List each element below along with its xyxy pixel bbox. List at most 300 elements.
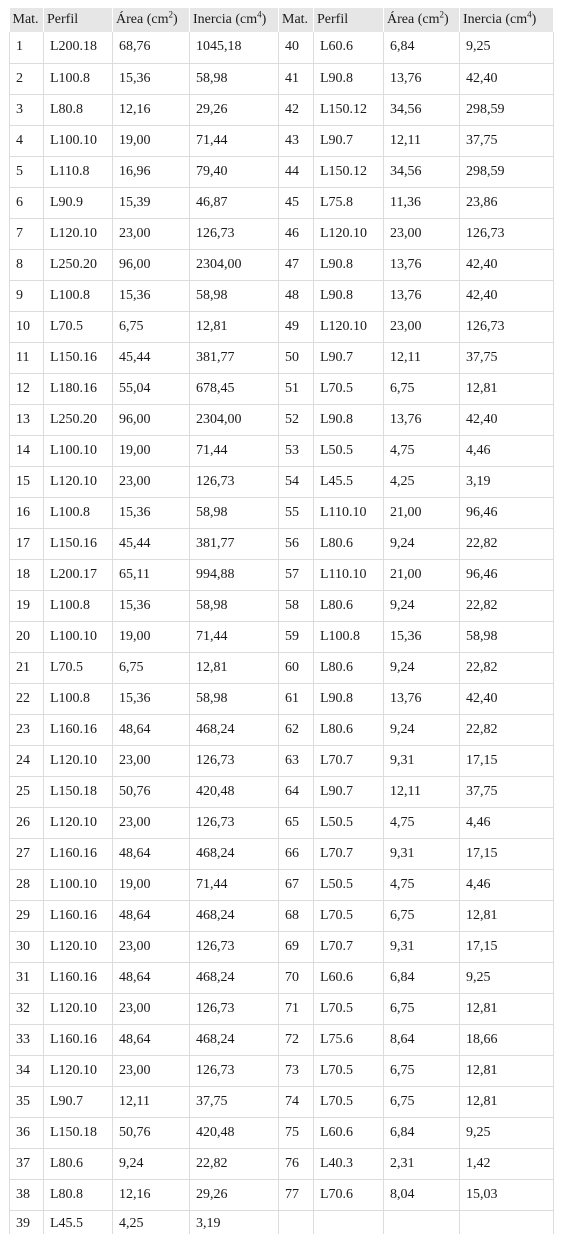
cell-perfil: L120.10: [44, 931, 113, 962]
table-header: [10, 8, 554, 32]
cell-perfil-2: L70.7: [314, 838, 384, 869]
cell-perfil: L70.5: [44, 311, 113, 342]
cell-perfil-2: L75.8: [314, 187, 384, 218]
cell-mat-2: 43: [279, 125, 314, 156]
header-mat: Mat.: [10, 8, 44, 32]
cell-perfil: L80.6: [44, 1148, 113, 1179]
cell-inercia: 678,45: [190, 373, 279, 404]
cell-area-2: 9,31: [384, 838, 460, 869]
table-row: [10, 125, 554, 156]
cell-perfil: L100.8: [44, 497, 113, 528]
cell-area: 23,00: [113, 745, 190, 776]
table-row: [10, 993, 554, 1024]
cell-mat: 21: [10, 652, 44, 683]
cell-inercia: 29,26: [190, 94, 279, 125]
table-row: [10, 311, 554, 342]
cell-mat-2: 67: [279, 869, 314, 900]
cell-perfil-2: L50.5: [314, 869, 384, 900]
cell-area: 96,00: [113, 249, 190, 280]
cell-perfil-2: L70.5: [314, 993, 384, 1024]
cell-mat-2: 64: [279, 776, 314, 807]
cell-inercia: 58,98: [190, 590, 279, 621]
cell-mat-2: 54: [279, 466, 314, 497]
cell-perfil-2: L50.5: [314, 435, 384, 466]
cell-perfil-2: L45.5: [314, 466, 384, 497]
table-row: [10, 714, 554, 745]
cell-area: 19,00: [113, 869, 190, 900]
cell-inercia: 2304,00: [190, 404, 279, 435]
cell-area: 9,24: [113, 1148, 190, 1179]
cell-perfil: L100.8: [44, 683, 113, 714]
cell-perfil-2: L50.5: [314, 807, 384, 838]
cell-inercia-2: 298,59: [460, 156, 554, 187]
cell-area: 6,75: [113, 652, 190, 683]
cell-perfil: L100.8: [44, 590, 113, 621]
cell-mat-2: [279, 1210, 314, 1234]
table-row: [10, 63, 554, 94]
header-row: [10, 8, 554, 32]
cell-area-2: 9,24: [384, 714, 460, 745]
cell-mat-2: 55: [279, 497, 314, 528]
cell-perfil-2: L90.8: [314, 63, 384, 94]
cell-perfil-2: L100.8: [314, 621, 384, 652]
cell-area: 23,00: [113, 218, 190, 249]
cell-area-2: 6,84: [384, 1117, 460, 1148]
cell-area: 16,96: [113, 156, 190, 187]
cell-perfil-2: L70.6: [314, 1179, 384, 1210]
cell-inercia: 71,44: [190, 869, 279, 900]
cell-perfil: L110.8: [44, 156, 113, 187]
cell-area-2: 34,56: [384, 156, 460, 187]
cell-area-2: 8,04: [384, 1179, 460, 1210]
cell-mat: 37: [10, 1148, 44, 1179]
header-inercia: Inercia $(cm^4)$: [190, 8, 279, 32]
cell-mat: 20: [10, 621, 44, 652]
cell-inercia: 58,98: [190, 280, 279, 311]
cell-area-2: 4,75: [384, 435, 460, 466]
cell-mat-2: 42: [279, 94, 314, 125]
cell-mat: 5: [10, 156, 44, 187]
cell-perfil-2: L110.10: [314, 559, 384, 590]
cell-area-2: 6,84: [384, 32, 460, 63]
cell-perfil: L120.10: [44, 1055, 113, 1086]
cell-inercia: 37,75: [190, 1086, 279, 1117]
cell-perfil-2: L90.8: [314, 280, 384, 311]
cell-perfil: L100.10: [44, 621, 113, 652]
cell-inercia-2: 42,40: [460, 280, 554, 311]
table-row: [10, 559, 554, 590]
cell-mat: 4: [10, 125, 44, 156]
cell-mat: 13: [10, 404, 44, 435]
cell-perfil-2: L90.8: [314, 249, 384, 280]
cell-inercia: 2304,00: [190, 249, 279, 280]
cell-perfil-2: L150.12: [314, 94, 384, 125]
cell-perfil-2: L75.6: [314, 1024, 384, 1055]
cell-area-2: 12,11: [384, 125, 460, 156]
cell-perfil-2: L60.6: [314, 1117, 384, 1148]
cell-inercia-2: 12,81: [460, 1086, 554, 1117]
cell-mat-2: 46: [279, 218, 314, 249]
table-row: [10, 621, 554, 652]
cell-inercia: 468,24: [190, 838, 279, 869]
table-row: [10, 32, 554, 63]
cell-area-2: 21,00: [384, 497, 460, 528]
cell-area: 45,44: [113, 342, 190, 373]
cell-perfil-2: L80.6: [314, 714, 384, 745]
cell-perfil-2: L150.12: [314, 156, 384, 187]
cell-perfil: L160.16: [44, 1024, 113, 1055]
cell-area-2: 23,00: [384, 218, 460, 249]
cell-mat-2: 49: [279, 311, 314, 342]
cell-perfil-2: L60.6: [314, 32, 384, 63]
cell-mat: 35: [10, 1086, 44, 1117]
cell-mat-2: 44: [279, 156, 314, 187]
cell-mat-2: 73: [279, 1055, 314, 1086]
header-inercia-2: Inercia $(cm^4)$: [460, 8, 554, 32]
table-row: [10, 962, 554, 993]
cell-area: 6,75: [113, 311, 190, 342]
cell-area-2: 9,24: [384, 528, 460, 559]
table-row: [10, 1024, 554, 1055]
cell-mat: 28: [10, 869, 44, 900]
cell-mat-2: 72: [279, 1024, 314, 1055]
cell-area: 23,00: [113, 466, 190, 497]
cell-mat-2: 66: [279, 838, 314, 869]
cell-mat-2: 63: [279, 745, 314, 776]
cell-perfil-2: L80.6: [314, 528, 384, 559]
cell-mat: 24: [10, 745, 44, 776]
cell-perfil: L45.5: [44, 1210, 113, 1234]
table-row: [10, 683, 554, 714]
cell-mat-2: 45: [279, 187, 314, 218]
cell-perfil: L150.16: [44, 528, 113, 559]
cell-perfil-2: L70.7: [314, 745, 384, 776]
cell-area: 15,36: [113, 280, 190, 311]
cell-area-2: 15,36: [384, 621, 460, 652]
cell-mat: 12: [10, 373, 44, 404]
cell-area: 65,11: [113, 559, 190, 590]
table-row: [10, 280, 554, 311]
cell-perfil-2: L70.5: [314, 1086, 384, 1117]
cell-inercia: 58,98: [190, 683, 279, 714]
header-perfil: Perfil: [44, 8, 113, 32]
cell-mat-2: 76: [279, 1148, 314, 1179]
cell-area: 96,00: [113, 404, 190, 435]
cell-perfil-2: L70.5: [314, 373, 384, 404]
cell-perfil: L100.10: [44, 435, 113, 466]
cell-area: 23,00: [113, 1055, 190, 1086]
cell-perfil: L250.20: [44, 404, 113, 435]
cell-area: 15,36: [113, 497, 190, 528]
cell-mat: 3: [10, 94, 44, 125]
cell-perfil: L100.8: [44, 63, 113, 94]
cell-perfil: L150.18: [44, 1117, 113, 1148]
cell-mat-2: 68: [279, 900, 314, 931]
cell-inercia-2: 37,75: [460, 125, 554, 156]
cell-area: 12,11: [113, 1086, 190, 1117]
cell-area: 48,64: [113, 1024, 190, 1055]
table-row: [10, 1055, 554, 1086]
cell-inercia: 126,73: [190, 931, 279, 962]
cell-inercia-2: 298,59: [460, 94, 554, 125]
table-row: [10, 466, 554, 497]
cell-area: 4,25: [113, 1210, 190, 1234]
cell-mat-2: 65: [279, 807, 314, 838]
cell-area: 48,64: [113, 838, 190, 869]
cell-perfil: L200.18: [44, 32, 113, 63]
table-row: [10, 1117, 554, 1148]
cell-inercia-2: 3,19: [460, 466, 554, 497]
table-body: [10, 32, 554, 1234]
cell-inercia-2: 22,82: [460, 590, 554, 621]
cell-inercia-2: 4,46: [460, 807, 554, 838]
cell-area: 48,64: [113, 962, 190, 993]
cell-perfil: L80.8: [44, 94, 113, 125]
cell-mat: 39: [10, 1210, 44, 1234]
cell-area: 12,16: [113, 94, 190, 125]
cell-inercia: 381,77: [190, 528, 279, 559]
cell-area: 19,00: [113, 621, 190, 652]
cell-mat-2: 47: [279, 249, 314, 280]
cell-perfil: L120.10: [44, 218, 113, 249]
cell-perfil-2: L90.7: [314, 776, 384, 807]
cell-inercia-2: 17,15: [460, 931, 554, 962]
cell-mat: 10: [10, 311, 44, 342]
header-mat-2: Mat.: [279, 8, 314, 32]
cell-perfil: L120.10: [44, 745, 113, 776]
cell-area: 23,00: [113, 807, 190, 838]
cell-mat: 8: [10, 249, 44, 280]
table-row: [10, 249, 554, 280]
table-row: [10, 807, 554, 838]
cell-mat-2: 75: [279, 1117, 314, 1148]
cell-perfil: L150.18: [44, 776, 113, 807]
cell-area: 23,00: [113, 993, 190, 1024]
cell-perfil: L120.10: [44, 993, 113, 1024]
header-area: Área $(cm^2)$: [113, 8, 190, 32]
cell-mat-2: 58: [279, 590, 314, 621]
cell-inercia: 468,24: [190, 714, 279, 745]
table-row: [10, 187, 554, 218]
cell-inercia: 58,98: [190, 497, 279, 528]
table-row: [10, 869, 554, 900]
cell-mat: 22: [10, 683, 44, 714]
cell-inercia: 126,73: [190, 807, 279, 838]
table-row: [10, 652, 554, 683]
cell-mat-2: 52: [279, 404, 314, 435]
cell-mat: 29: [10, 900, 44, 931]
cell-mat-2: 62: [279, 714, 314, 745]
cell-inercia-2: 22,82: [460, 652, 554, 683]
cell-area-2: 9,24: [384, 652, 460, 683]
cell-mat: 27: [10, 838, 44, 869]
cell-mat-2: 51: [279, 373, 314, 404]
cell-area-2: 6,84: [384, 962, 460, 993]
cell-inercia: 71,44: [190, 435, 279, 466]
cell-area: 50,76: [113, 776, 190, 807]
cell-mat-2: 74: [279, 1086, 314, 1117]
cell-mat-2: 71: [279, 993, 314, 1024]
cell-mat-2: 56: [279, 528, 314, 559]
cell-area-2: 6,75: [384, 1055, 460, 1086]
cell-perfil: L250.20: [44, 249, 113, 280]
cell-perfil: L180.16: [44, 373, 113, 404]
table-row: [10, 1179, 554, 1210]
cell-mat: 6: [10, 187, 44, 218]
cell-inercia-2: 42,40: [460, 63, 554, 94]
cell-mat: 34: [10, 1055, 44, 1086]
cell-area-2: 9,24: [384, 590, 460, 621]
cell-area: 48,64: [113, 714, 190, 745]
cell-inercia: 3,19: [190, 1210, 279, 1234]
cell-area-2: 6,75: [384, 1086, 460, 1117]
cell-mat-2: 50: [279, 342, 314, 373]
table-row: [10, 94, 554, 125]
cell-inercia: 468,24: [190, 962, 279, 993]
cell-mat-2: 61: [279, 683, 314, 714]
cell-area: 45,44: [113, 528, 190, 559]
cell-mat: 7: [10, 218, 44, 249]
cell-inercia-2: 12,81: [460, 1055, 554, 1086]
cell-inercia-2: 42,40: [460, 683, 554, 714]
cell-area-2: 23,00: [384, 311, 460, 342]
cell-inercia: 994,88: [190, 559, 279, 590]
cell-perfil: L200.17: [44, 559, 113, 590]
cell-area-2: 13,76: [384, 280, 460, 311]
cell-inercia: 126,73: [190, 218, 279, 249]
cell-perfil-2: L90.8: [314, 683, 384, 714]
cell-mat: 15: [10, 466, 44, 497]
cell-perfil: L100.10: [44, 125, 113, 156]
cell-inercia-2: 9,25: [460, 1117, 554, 1148]
table-row: [10, 931, 554, 962]
table-row: [10, 156, 554, 187]
cell-area-2: [384, 1210, 460, 1234]
cell-inercia-2: 12,81: [460, 373, 554, 404]
cell-inercia: 29,26: [190, 1179, 279, 1210]
cell-perfil: L90.7: [44, 1086, 113, 1117]
cell-perfil: L150.16: [44, 342, 113, 373]
cell-area-2: 21,00: [384, 559, 460, 590]
cell-area: 55,04: [113, 373, 190, 404]
cell-mat: 11: [10, 342, 44, 373]
cell-area-2: 6,75: [384, 993, 460, 1024]
cell-perfil-2: L70.5: [314, 900, 384, 931]
cell-mat: 2: [10, 63, 44, 94]
table-row: [10, 1148, 554, 1179]
cell-mat-2: 60: [279, 652, 314, 683]
cell-area: 15,36: [113, 63, 190, 94]
table-row: [10, 900, 554, 931]
cell-area-2: 12,11: [384, 342, 460, 373]
cell-perfil: L100.8: [44, 280, 113, 311]
cell-mat: 19: [10, 590, 44, 621]
cell-area-2: 12,11: [384, 776, 460, 807]
cell-inercia-2: 42,40: [460, 249, 554, 280]
cell-mat: 1: [10, 32, 44, 63]
cell-inercia-2: 4,46: [460, 869, 554, 900]
cell-inercia-2: 4,46: [460, 435, 554, 466]
cell-area-2: 9,31: [384, 931, 460, 962]
cell-inercia-2: 96,46: [460, 559, 554, 590]
cell-inercia-2: 9,25: [460, 962, 554, 993]
cell-perfil-2: L90.7: [314, 125, 384, 156]
cell-mat: 32: [10, 993, 44, 1024]
cell-area-2: 6,75: [384, 373, 460, 404]
cell-inercia: 381,77: [190, 342, 279, 373]
cell-inercia-2: 15,03: [460, 1179, 554, 1210]
cell-mat-2: 53: [279, 435, 314, 466]
table-row: [10, 528, 554, 559]
cell-inercia-2: [460, 1210, 554, 1234]
cell-perfil: L80.8: [44, 1179, 113, 1210]
cell-perfil: L160.16: [44, 714, 113, 745]
cell-inercia: 420,48: [190, 1117, 279, 1148]
cell-inercia-2: 37,75: [460, 776, 554, 807]
cell-perfil-2: L90.7: [314, 342, 384, 373]
cell-inercia: 126,73: [190, 993, 279, 1024]
table-row: [10, 373, 554, 404]
cell-perfil-2: L120.10: [314, 218, 384, 249]
cell-mat-2: 77: [279, 1179, 314, 1210]
cell-perfil: L160.16: [44, 900, 113, 931]
cell-perfil-2: L70.7: [314, 931, 384, 962]
cell-mat: 17: [10, 528, 44, 559]
cell-area: 15,39: [113, 187, 190, 218]
cell-mat-2: 70: [279, 962, 314, 993]
cell-mat-2: 48: [279, 280, 314, 311]
profiles-table: [9, 8, 554, 1234]
cell-mat: 16: [10, 497, 44, 528]
cell-area-2: 6,75: [384, 900, 460, 931]
cell-perfil: L70.5: [44, 652, 113, 683]
cell-inercia-2: 18,66: [460, 1024, 554, 1055]
cell-area-2: 13,76: [384, 404, 460, 435]
header-perfil-2: Perfil: [314, 8, 384, 32]
cell-perfil-2: L110.10: [314, 497, 384, 528]
cell-area: 15,36: [113, 683, 190, 714]
cell-perfil: L160.16: [44, 962, 113, 993]
cell-inercia: 1045,18: [190, 32, 279, 63]
cell-area-2: 4,25: [384, 466, 460, 497]
cell-mat-2: 57: [279, 559, 314, 590]
cell-inercia: 58,98: [190, 63, 279, 94]
cell-area-2: 34,56: [384, 94, 460, 125]
cell-area-2: 9,31: [384, 745, 460, 776]
cell-inercia-2: 12,81: [460, 900, 554, 931]
cell-area-2: 2,31: [384, 1148, 460, 1179]
cell-perfil: L120.10: [44, 807, 113, 838]
cell-inercia-2: 22,82: [460, 528, 554, 559]
cell-area-2: 8,64: [384, 1024, 460, 1055]
cell-mat: 36: [10, 1117, 44, 1148]
table-row: [10, 218, 554, 249]
cell-perfil: L120.10: [44, 466, 113, 497]
cell-area: 12,16: [113, 1179, 190, 1210]
cell-inercia-2: 12,81: [460, 993, 554, 1024]
cell-inercia: 12,81: [190, 652, 279, 683]
table-row: [10, 1086, 554, 1117]
table-row: [10, 590, 554, 621]
cell-inercia: 79,40: [190, 156, 279, 187]
cell-mat: 9: [10, 280, 44, 311]
cell-perfil-2: L60.6: [314, 962, 384, 993]
cell-inercia-2: 96,46: [460, 497, 554, 528]
table-row: [10, 776, 554, 807]
table-row: [10, 745, 554, 776]
cell-inercia-2: 42,40: [460, 404, 554, 435]
cell-mat: 18: [10, 559, 44, 590]
